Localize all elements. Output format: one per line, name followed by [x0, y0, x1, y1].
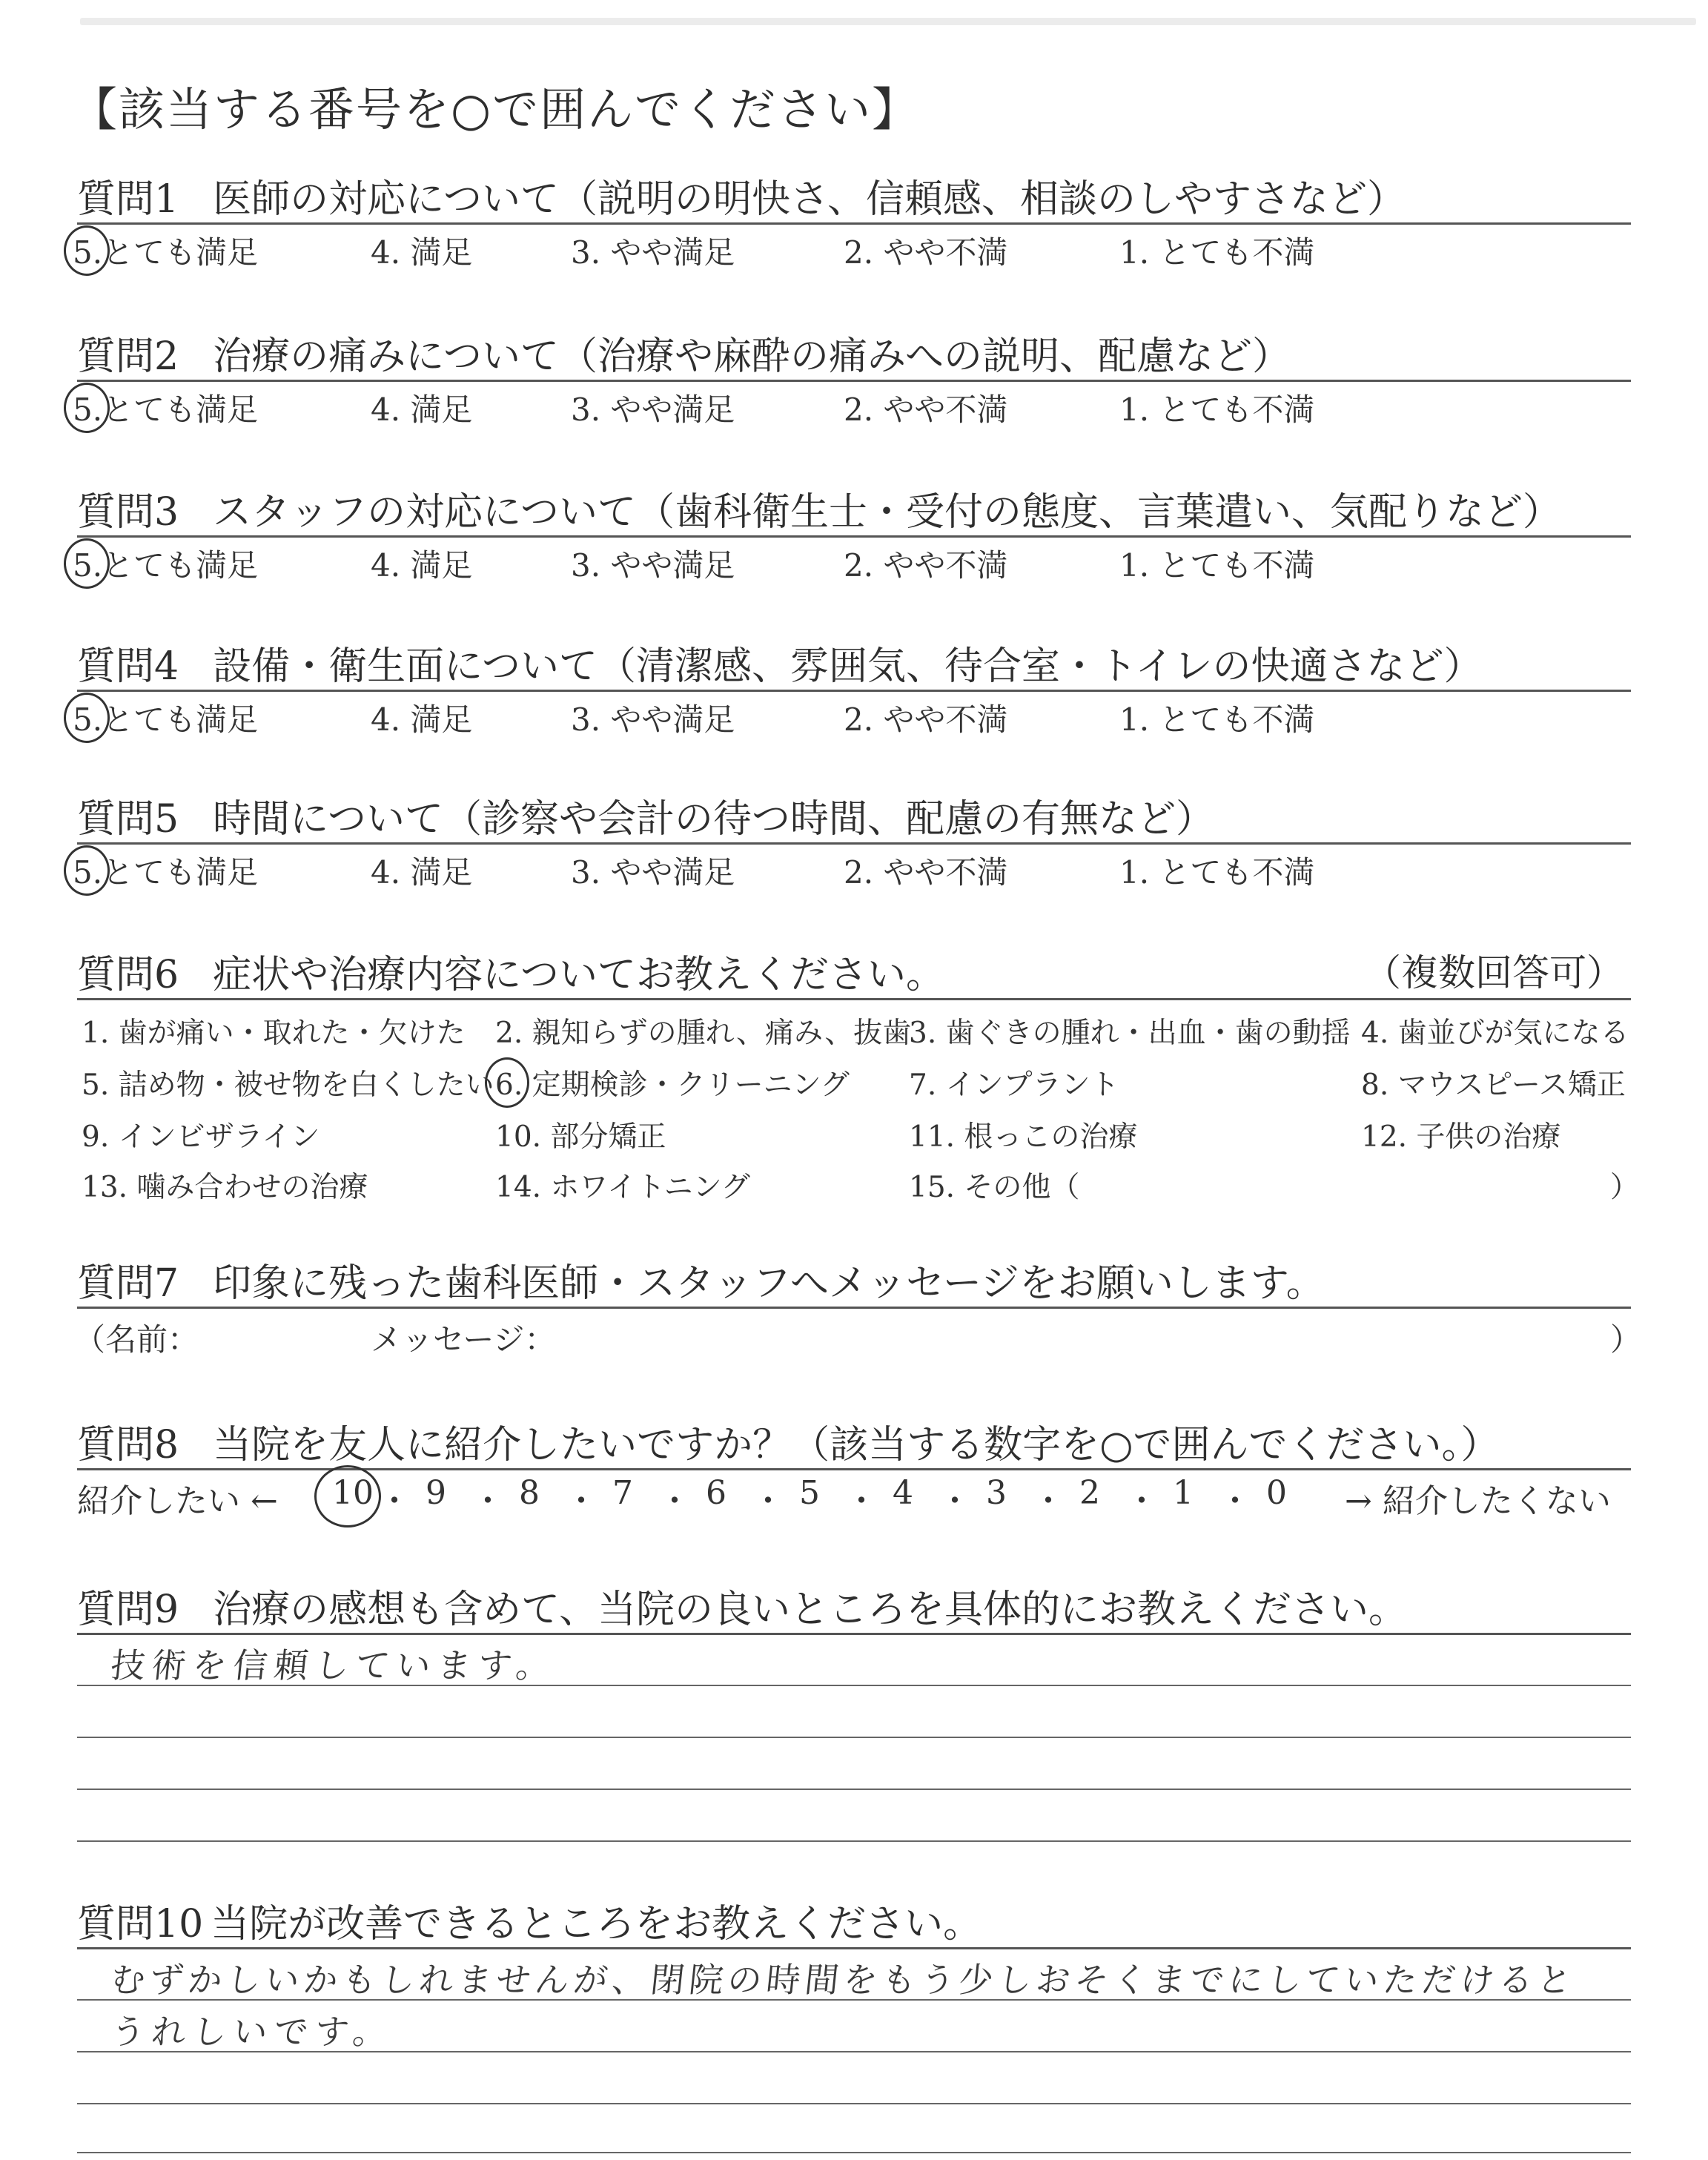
q8-separator-dot: ・: [658, 1482, 691, 1520]
q5-text: 時間について（診察や会計の待つ時間、配慮の有無など）: [213, 797, 1215, 842]
q1-option-3[interactable]: 3. やや満足: [571, 234, 735, 271]
q6-item[interactable]: 1. 歯が痛い・取れた・欠けた: [82, 1017, 466, 1050]
q2-option-4[interactable]: 4. 満足: [371, 392, 473, 428]
q1-number: 質問1: [77, 177, 179, 222]
q10-text: 当院が改善できるところをお教えください。: [211, 1902, 982, 1946]
q5-number: 質問5: [77, 797, 179, 842]
q5-option-5[interactable]: 5.とても満足: [73, 854, 259, 891]
q8-score-4[interactable]: 4: [893, 1474, 913, 1512]
q8-right-label: → 紹介したくない: [1345, 1482, 1611, 1520]
q6-item[interactable]: 14. ホワイトニング: [495, 1171, 750, 1204]
q6-number: 質問6: [77, 953, 179, 997]
q3-rule: [77, 535, 1631, 538]
q8-separator-dot: ・: [471, 1482, 504, 1520]
q6-item[interactable]: 10. 部分矯正: [495, 1120, 666, 1154]
q6-heading: [77, 943, 944, 999]
q4-number: 質問4: [77, 644, 179, 689]
q9-answer-line: [77, 1840, 1631, 1842]
q9-handwritten-answer: 技術を信頼しています。: [108, 1645, 559, 1685]
q9-text: 治療の感想も含めて、当院の良いところを具体的にお教えください。: [213, 1588, 1408, 1632]
q5-option-2[interactable]: 2. やや不満: [844, 854, 1008, 891]
q8-separator-dot: ・: [565, 1482, 598, 1520]
q10-handwritten-answer: うれしいです。: [108, 2012, 396, 2052]
q8-score-3[interactable]: 3: [986, 1474, 1007, 1512]
q1-text: 医師の対応について（説明の明快さ、信頼感、相談のしやすさなど）: [213, 177, 1406, 222]
q10-answer-line: [77, 2152, 1631, 2153]
q2-rule: [77, 380, 1631, 382]
q8-number: 質問8: [77, 1423, 179, 1467]
q10-answer-line: [77, 2103, 1631, 2104]
q8-score-2[interactable]: 2: [1079, 1474, 1100, 1512]
q4-option-2[interactable]: 2. やや不満: [844, 701, 1008, 738]
q6-item[interactable]: 8. マウスピース矯正: [1361, 1069, 1626, 1102]
q2-number: 質問2: [77, 334, 179, 379]
q8-score-9[interactable]: 9: [426, 1474, 446, 1512]
q6-item[interactable]: 11. 根っこの治療: [909, 1120, 1138, 1154]
q9-number: 質問9: [77, 1588, 179, 1632]
q4-option-5[interactable]: 5.とても満足: [73, 701, 259, 738]
q7-heading: [77, 1252, 1325, 1307]
q6-item[interactable]: 4. 歯並びが気になる: [1361, 1017, 1629, 1050]
q2-heading: [77, 325, 1291, 380]
q6-item[interactable]: 2. 親知らずの腫れ、痛み、抜歯: [495, 1017, 912, 1050]
q8-separator-dot: ・: [378, 1482, 411, 1520]
q10-handwritten-answer: むずかしいかもしれませんが、閉院の時間をもう少しおそくまでにしていただけると: [108, 1960, 1578, 2000]
q5-heading: [77, 787, 1214, 843]
q10-rule: [77, 1947, 1631, 1949]
q10-number: 質問10: [77, 1902, 204, 1946]
q3-option-3[interactable]: 3. やや満足: [571, 547, 735, 584]
q2-text: 治療の痛みについて（治療や麻酔の痛みへの説明、配慮など）: [213, 334, 1291, 379]
q8-selection-circle: [314, 1465, 381, 1527]
q4-option-1[interactable]: 1. とても不満: [1119, 701, 1315, 738]
q3-text: スタッフの対応について（歯科衛生士・受付の態度、言葉遣い、気配りなど）: [213, 490, 1562, 535]
q4-option-4[interactable]: 4. 満足: [371, 701, 473, 738]
q6-item[interactable]: 6. 定期検診・クリーニング: [495, 1069, 850, 1102]
q10-heading: [77, 1892, 982, 1948]
q9-heading: [77, 1578, 1407, 1634]
q4-heading: [77, 635, 1482, 690]
q8-score-5[interactable]: 5: [799, 1474, 820, 1512]
q7-message-label: メッセージ：: [371, 1321, 556, 1358]
q5-option-3[interactable]: 3. やや満足: [571, 854, 735, 891]
q3-selection-circle: [64, 538, 110, 589]
q8-separator-dot: ・: [939, 1482, 971, 1520]
q4-option-3[interactable]: 3. やや満足: [571, 701, 735, 738]
q7-name-label: （名前：: [74, 1321, 199, 1358]
q8-separator-dot: ・: [1032, 1482, 1065, 1520]
q2-selection-circle: [64, 383, 110, 433]
q8-separator-dot: ・: [1219, 1482, 1251, 1520]
q6-item[interactable]: 12. 子供の治療: [1361, 1120, 1561, 1154]
q3-number: 質問3: [77, 490, 179, 535]
q6-item[interactable]: 5. 詰め物・被せ物を白くしたい: [82, 1069, 494, 1102]
q3-option-1[interactable]: 1. とても不満: [1119, 547, 1315, 584]
q1-option-4[interactable]: 4. 満足: [371, 234, 473, 271]
q2-option-1[interactable]: 1. とても不満: [1119, 392, 1315, 428]
q8-separator-dot: ・: [845, 1482, 878, 1520]
q1-rule: [77, 222, 1631, 225]
q6-item[interactable]: 9. インビザライン: [82, 1120, 320, 1154]
q8-text: 当院を友人に紹介したいですか？（該当する数字を○で囲んでください。）: [213, 1423, 1500, 1467]
q9-rule: [77, 1633, 1631, 1635]
q3-option-5[interactable]: 5.とても満足: [73, 547, 259, 584]
q9-answer-line: [77, 1789, 1631, 1790]
q8-rule: [77, 1468, 1631, 1470]
q7-rule: [77, 1307, 1631, 1309]
q8-score-8[interactable]: 8: [519, 1474, 540, 1512]
q8-score-6[interactable]: 6: [706, 1474, 726, 1512]
q6-text: 症状や治療内容についてお教えください。: [213, 953, 945, 997]
q5-rule: [77, 842, 1631, 845]
q6-other-close: ）: [1610, 1171, 1640, 1204]
q6-item[interactable]: 3. 歯ぐきの腫れ・出血・歯の動揺: [909, 1017, 1351, 1050]
q3-option-4[interactable]: 4. 満足: [371, 547, 473, 584]
q8-score-1[interactable]: 1: [1173, 1474, 1194, 1512]
q4-text: 設備・衛生面について（清潔感、雰囲気、待合室・トイレの快適さなど）: [213, 644, 1483, 689]
q8-score-10[interactable]: 10: [332, 1474, 374, 1512]
q7-text: 印象に残った歯科医師・スタッフへメッセージをお願いします。: [213, 1261, 1325, 1306]
q8-score-0[interactable]: 0: [1266, 1474, 1287, 1512]
page-title: 【該当する番号を○で囲んでください】: [71, 82, 920, 136]
q4-rule: [77, 690, 1631, 692]
q1-option-1[interactable]: 1. とても不満: [1119, 234, 1315, 271]
q5-selection-circle: [64, 845, 110, 896]
q6-item[interactable]: 7. インプラント: [909, 1069, 1119, 1102]
q3-heading: [77, 480, 1561, 536]
scan-edge: [80, 18, 1696, 25]
q1-heading: [77, 168, 1406, 223]
q7-number: 質問7: [77, 1261, 179, 1306]
q5-option-4[interactable]: 4. 満足: [371, 854, 473, 891]
q2-option-2[interactable]: 2. やや不満: [844, 392, 1008, 428]
q9-answer-line: [77, 1737, 1631, 1738]
q5-option-1[interactable]: 1. とても不満: [1119, 854, 1315, 891]
q8-left-label: 紹介したい ←: [77, 1482, 278, 1520]
q6-item[interactable]: 15. その他（: [909, 1171, 1080, 1204]
q1-selection-circle: [64, 225, 110, 276]
q4-selection-circle: [64, 693, 110, 743]
q2-option-5[interactable]: 5.とても満足: [73, 392, 259, 428]
q3-option-2[interactable]: 2. やや不満: [844, 547, 1008, 584]
q1-option-5[interactable]: 5.とても満足: [73, 234, 259, 271]
q2-option-3[interactable]: 3. やや満足: [571, 392, 735, 428]
q8-score-7[interactable]: 7: [612, 1474, 633, 1512]
q8-separator-dot: ・: [752, 1482, 784, 1520]
q6-rule: [77, 998, 1631, 1000]
q6-item[interactable]: 13. 噛み合わせの治療: [82, 1171, 368, 1204]
q6-selection-circle: [485, 1057, 529, 1108]
q7-close: ）: [1610, 1321, 1642, 1358]
q1-option-2[interactable]: 2. やや不満: [844, 234, 1008, 271]
q8-separator-dot: ・: [1125, 1482, 1158, 1520]
q8-heading: [77, 1413, 1499, 1469]
q6-note: （複数回答可）: [1364, 951, 1623, 994]
